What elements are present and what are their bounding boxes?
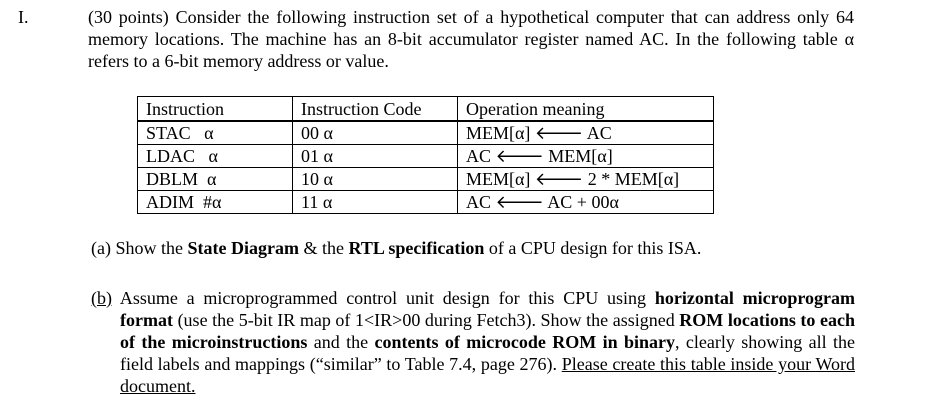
cell-operation: MEM[α] 🡐 2 * MEM[α] <box>458 168 714 191</box>
cell-instruction: ADIM #α <box>138 191 293 214</box>
part-b-text-1: Assume a microprogrammed control unit design for this CPU using <box>112 288 655 308</box>
part-b-microcode-contents: contents of microcode ROM in binary <box>374 332 676 352</box>
part-b-word-instruction: Please create this table inside your Word document. <box>120 354 855 396</box>
cell-instruction: LDAC α <box>138 145 293 168</box>
header-instruction: Instruction <box>138 97 293 122</box>
cell-instruction: DBLM α <box>138 168 293 191</box>
cell-operation: AC 🡐 AC + 00α <box>458 191 714 214</box>
part-a <box>91 237 701 259</box>
part-a-mid: & the <box>298 238 349 258</box>
question-intro: (30 points) Consider the following instruction set of a hypothetical computer that can address only 64 memory locations. The machine has an 8-bit accumulator register named AC. In the following table α refers to a 6-bit memory address or value. <box>88 7 854 71</box>
part-b-text-3: and the <box>307 332 375 352</box>
instruction-set-table <box>137 96 714 214</box>
part-b-label: (b) <box>91 288 112 308</box>
part-a-suffix: of a CPU design for this ISA. <box>484 238 702 258</box>
cell-operation: AC 🡐 MEM[α] <box>458 145 714 168</box>
table-row <box>138 191 714 214</box>
table-row <box>138 145 714 168</box>
part-a-prefix: (a) Show the <box>91 238 188 258</box>
cell-code: 11 α <box>293 191 458 214</box>
cell-code: 01 α <box>293 145 458 168</box>
part-b-horizontal-format: horizontal microprogram format <box>120 288 855 330</box>
table-row <box>138 168 714 191</box>
part-b-rom-locations: ROM locations to each of the microinstructions <box>120 310 855 352</box>
question-number: I. <box>18 7 29 27</box>
table-row <box>138 121 714 145</box>
header-operation-meaning: Operation meaning <box>458 97 714 122</box>
part-b <box>91 287 855 397</box>
cell-code: 00 α <box>293 121 458 145</box>
part-a-state-diagram: State Diagram <box>187 238 299 258</box>
cell-instruction: STAC α <box>138 121 293 145</box>
table-header-row <box>138 97 714 122</box>
header-instruction-code: Instruction Code <box>293 97 458 122</box>
cell-code: 10 α <box>293 168 458 191</box>
cell-operation: MEM[α] 🡐 AC <box>458 121 714 145</box>
part-b-text-2: (use the 5-bit IR map of 1<IR>00 during Fetch3). Show the assigned <box>172 310 680 330</box>
part-a-rtl: RTL specification <box>348 238 485 258</box>
part-b-text-4: , clearly showing all the field labels and mappings (“similar” to Table 7.4, page 276). <box>120 332 856 374</box>
